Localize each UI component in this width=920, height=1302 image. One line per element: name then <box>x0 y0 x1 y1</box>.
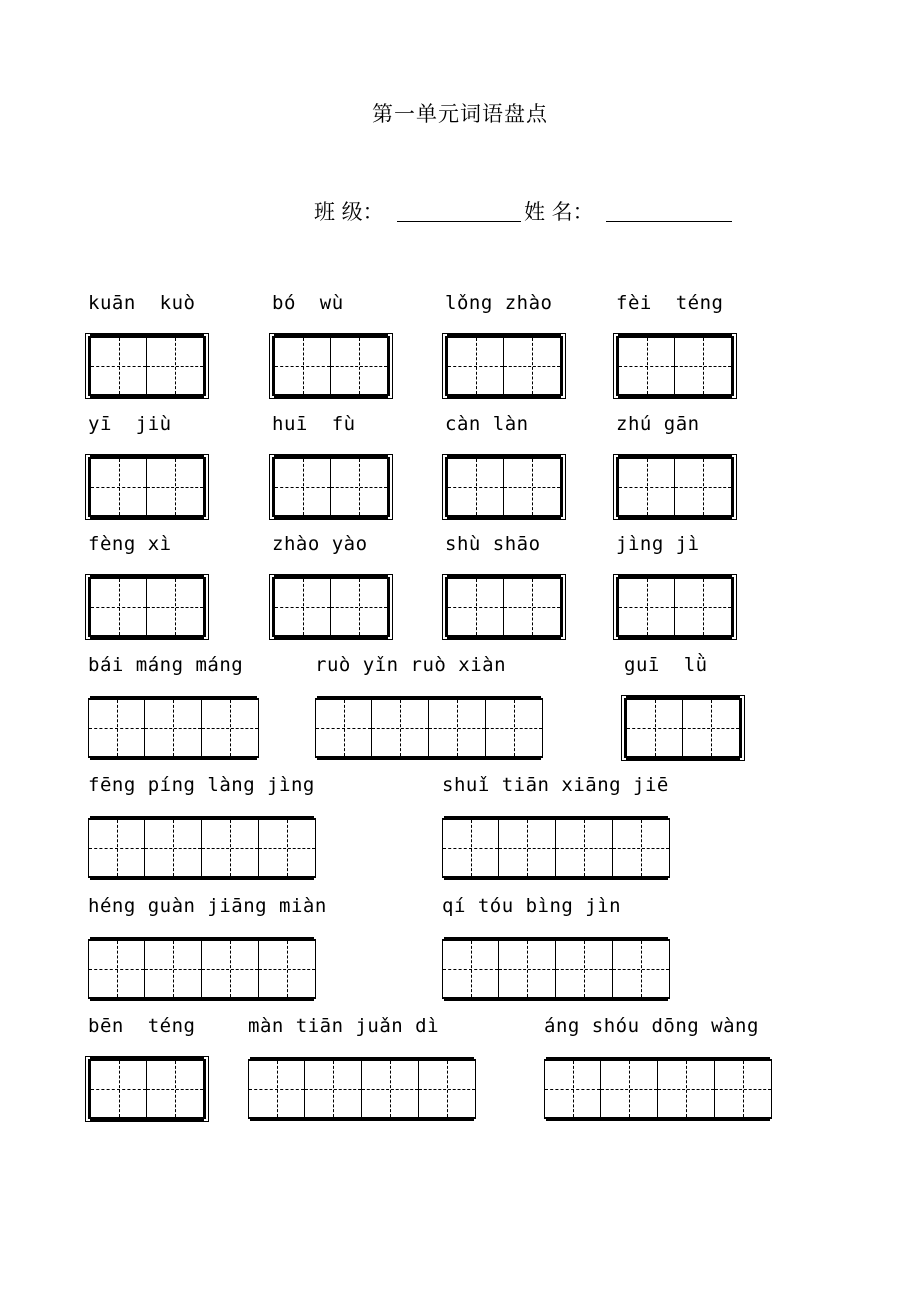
writing-cell[interactable] <box>601 1061 658 1117</box>
tianzige-grid <box>88 1059 206 1119</box>
writing-cell[interactable] <box>90 338 147 394</box>
writing-cell[interactable] <box>331 579 388 635</box>
writing-cell[interactable] <box>675 579 732 635</box>
writing-cell[interactable] <box>202 820 259 876</box>
writing-cell[interactable] <box>419 1061 476 1117</box>
writing-cell[interactable] <box>618 459 675 515</box>
writing-cell[interactable] <box>88 820 145 876</box>
writing-cell[interactable] <box>486 700 543 756</box>
pinyin-label: shù shāo <box>445 533 541 555</box>
pinyin-label: bái máng máng <box>88 654 244 676</box>
pinyin-label: zhú gān <box>616 413 700 435</box>
pinyin-label: guī lǜ <box>624 654 708 676</box>
page-title: 第一单元词语盘点 <box>372 102 548 126</box>
tianzige-grid <box>442 939 670 999</box>
writing-cell[interactable] <box>447 338 504 394</box>
word-row <box>0 1015 920 1135</box>
writing-cell[interactable] <box>259 820 316 876</box>
word-row <box>0 654 920 774</box>
writing-cell[interactable] <box>626 700 683 756</box>
tianzige-grid <box>544 1059 772 1119</box>
word-row <box>0 533 920 653</box>
writing-cell[interactable] <box>447 459 504 515</box>
writing-cell[interactable] <box>442 820 499 876</box>
pinyin-label: màn tiān juǎn dì <box>248 1015 440 1037</box>
writing-cell[interactable] <box>274 459 331 515</box>
writing-cell[interactable] <box>274 579 331 635</box>
writing-cell[interactable] <box>331 338 388 394</box>
pinyin-label: áng shóu dōng wàng <box>544 1015 759 1037</box>
name-blank[interactable] <box>606 221 732 222</box>
tianzige-grid <box>88 577 206 637</box>
class-label: 班 级： <box>314 200 384 224</box>
tianzige-grid <box>616 457 734 517</box>
pinyin-label: fēng píng làng jìng <box>88 774 315 796</box>
tianzige-grid <box>88 698 259 758</box>
writing-cell[interactable] <box>556 941 613 997</box>
pinyin-label: bó wù <box>272 292 344 314</box>
writing-cell[interactable] <box>683 700 740 756</box>
pinyin-label: kuān kuò <box>88 292 196 314</box>
writing-cell[interactable] <box>202 941 259 997</box>
tianzige-grid <box>88 818 316 878</box>
writing-cell[interactable] <box>675 459 732 515</box>
writing-cell[interactable] <box>90 579 147 635</box>
writing-cell[interactable] <box>618 579 675 635</box>
word-row <box>0 292 920 412</box>
tianzige-grid <box>88 336 206 396</box>
writing-cell[interactable] <box>145 700 202 756</box>
writing-cell[interactable] <box>331 459 388 515</box>
writing-cell[interactable] <box>147 579 204 635</box>
pinyin-label: zhào yào <box>272 533 368 555</box>
writing-cell[interactable] <box>372 700 429 756</box>
pinyin-label: bēn téng <box>88 1015 196 1037</box>
writing-cell[interactable] <box>675 338 732 394</box>
tianzige-grid <box>442 818 670 878</box>
pinyin-label: fèng xì <box>88 533 172 555</box>
writing-cell[interactable] <box>442 941 499 997</box>
tianzige-grid <box>445 577 563 637</box>
pinyin-label: shuǐ tiān xiāng jiē <box>442 774 669 796</box>
word-row <box>0 895 920 1015</box>
pinyin-label: ruò yǐn ruò xiàn <box>315 654 507 676</box>
writing-cell[interactable] <box>447 579 504 635</box>
pinyin-label: càn làn <box>445 413 529 435</box>
student-info <box>0 196 920 230</box>
writing-cell[interactable] <box>248 1061 305 1117</box>
writing-cell[interactable] <box>90 1061 147 1117</box>
pinyin-label: fèi téng <box>616 292 724 314</box>
writing-cell[interactable] <box>88 941 145 997</box>
tianzige-grid <box>248 1059 476 1119</box>
writing-cell[interactable] <box>145 941 202 997</box>
tianzige-grid <box>272 577 390 637</box>
name-label: 姓 名： <box>524 200 594 224</box>
class-blank[interactable] <box>397 221 521 222</box>
tianzige-grid <box>624 698 742 758</box>
tianzige-grid <box>315 698 543 758</box>
writing-cell[interactable] <box>544 1061 601 1117</box>
writing-cell[interactable] <box>429 700 486 756</box>
pinyin-label: qí tóu bìng jìn <box>442 895 622 917</box>
writing-cell[interactable] <box>504 459 561 515</box>
tianzige-grid <box>272 336 390 396</box>
writing-cell[interactable] <box>504 338 561 394</box>
writing-cell[interactable] <box>618 338 675 394</box>
pinyin-label: jìng jì <box>616 533 700 555</box>
writing-cell[interactable] <box>315 700 372 756</box>
writing-cell[interactable] <box>90 459 147 515</box>
writing-cell[interactable] <box>613 941 670 997</box>
tianzige-grid <box>616 577 734 637</box>
tianzige-grid <box>445 336 563 396</box>
word-row <box>0 413 920 533</box>
tianzige-grid <box>616 336 734 396</box>
writing-cell[interactable] <box>499 941 556 997</box>
writing-cell[interactable] <box>504 579 561 635</box>
writing-cell[interactable] <box>715 1061 772 1117</box>
pinyin-label: yī jiù <box>88 413 172 435</box>
writing-cell[interactable] <box>147 338 204 394</box>
writing-cell[interactable] <box>147 459 204 515</box>
writing-cell[interactable] <box>202 700 259 756</box>
tianzige-grid <box>272 457 390 517</box>
writing-cell[interactable] <box>499 820 556 876</box>
writing-cell[interactable] <box>556 820 613 876</box>
writing-cell[interactable] <box>274 338 331 394</box>
writing-cell[interactable] <box>145 820 202 876</box>
writing-cell[interactable] <box>613 820 670 876</box>
tianzige-grid <box>88 457 206 517</box>
word-row <box>0 774 920 894</box>
writing-cell[interactable] <box>658 1061 715 1117</box>
writing-cell[interactable] <box>88 700 145 756</box>
writing-cell[interactable] <box>362 1061 419 1117</box>
pinyin-label: lǒng zhào <box>445 292 553 314</box>
pinyin-label: huī fù <box>272 413 356 435</box>
tianzige-grid <box>88 939 316 999</box>
pinyin-label: héng guàn jiāng miàn <box>88 895 327 917</box>
writing-cell[interactable] <box>305 1061 362 1117</box>
writing-cell[interactable] <box>147 1061 204 1117</box>
tianzige-grid <box>445 457 563 517</box>
writing-cell[interactable] <box>259 941 316 997</box>
